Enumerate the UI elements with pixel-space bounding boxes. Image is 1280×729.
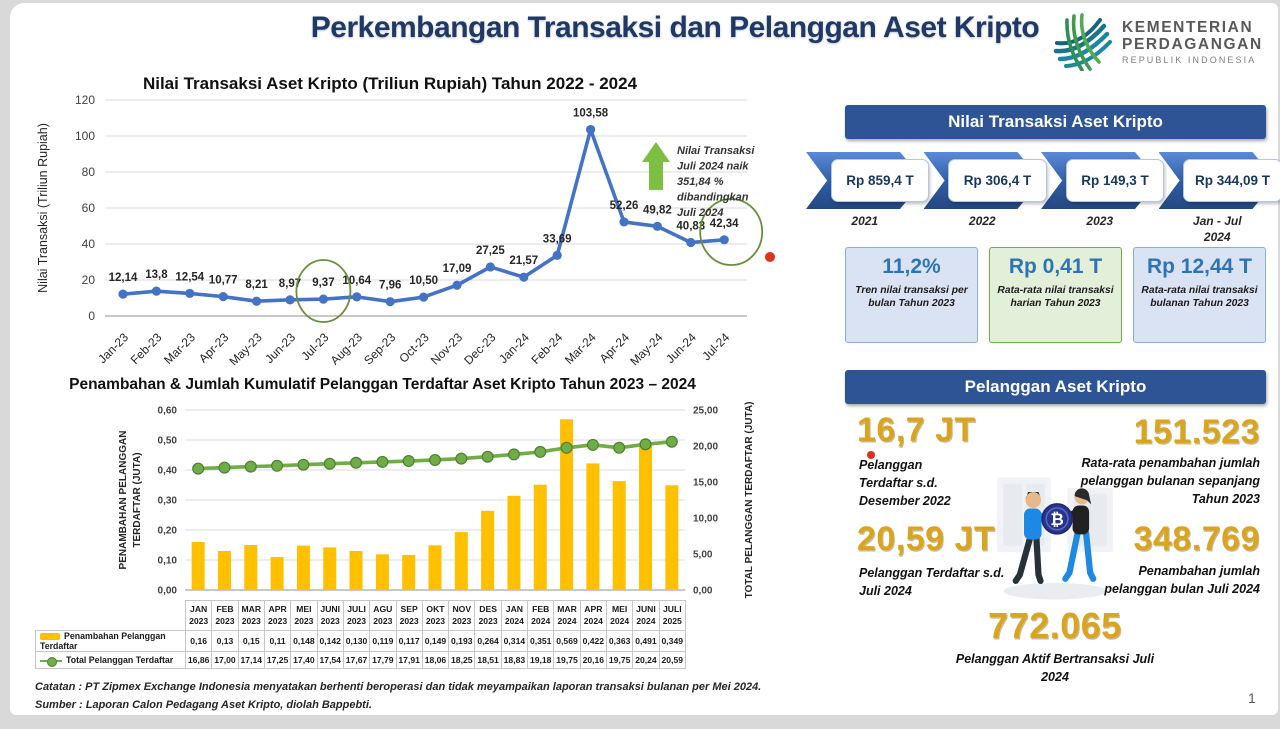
value-cell: 17,91 bbox=[396, 652, 422, 669]
line-marker bbox=[298, 459, 309, 470]
transaction-yearly-arrows bbox=[806, 152, 1276, 209]
month-header-cell: APR 2024 bbox=[580, 601, 606, 631]
annotation-line: Nilai Transaksi bbox=[677, 145, 755, 157]
up-arrow-icon bbox=[642, 142, 670, 190]
value-cell: 0,349 bbox=[659, 631, 685, 652]
bar bbox=[665, 485, 678, 590]
value-cell: 0,117 bbox=[396, 631, 422, 652]
month-header-cell: JUNI 2023 bbox=[317, 601, 343, 631]
value-cell: 20,16 bbox=[580, 652, 606, 669]
data-label: 12,54 bbox=[175, 271, 205, 284]
value-cell: 0,142 bbox=[317, 631, 343, 652]
x-tick-label: May-23 bbox=[226, 330, 265, 369]
value-cell: 17,25 bbox=[264, 652, 290, 669]
bar bbox=[455, 532, 468, 590]
value-cell: 18,06 bbox=[422, 652, 448, 669]
value-cell: 17,00 bbox=[212, 652, 238, 669]
transaction-line-chart bbox=[25, 86, 803, 382]
x-tick-label: Nov-23 bbox=[427, 330, 466, 368]
value-cell: 20,59 bbox=[659, 652, 685, 669]
y-tick-label: 80 bbox=[81, 165, 95, 179]
data-label: 8,21 bbox=[245, 279, 268, 292]
value-cell: 19,18 bbox=[528, 652, 554, 669]
right-tick-label: 25,00 bbox=[693, 405, 719, 417]
line-marker bbox=[377, 457, 388, 468]
svg-text:₿: ₿ bbox=[1050, 510, 1064, 530]
month-header-cell: MEI 2024 bbox=[607, 601, 633, 631]
year-label-2024: Jan - Jul 2024 bbox=[1192, 214, 1242, 244]
month-header-cell: AGU 2023 bbox=[370, 601, 396, 631]
value-cell: 0,11 bbox=[264, 631, 290, 652]
value-cell: 17,54 bbox=[317, 652, 343, 669]
line-marker bbox=[456, 453, 467, 464]
value-cell: 19,75 bbox=[554, 652, 580, 669]
year-label-2021: 2021 bbox=[851, 214, 879, 228]
month-header-cell: JUNI 2024 bbox=[633, 601, 659, 631]
value-cell: 0,351 bbox=[528, 631, 554, 652]
line-marker bbox=[587, 439, 598, 450]
data-point bbox=[352, 292, 361, 301]
x-tick-label: Jul-23 bbox=[298, 330, 332, 364]
left-tick-label: 0,50 bbox=[157, 435, 177, 447]
data-label: 10,64 bbox=[342, 274, 372, 287]
x-tick-label: Mar-23 bbox=[161, 330, 198, 368]
month-header-cell: JAN 2023 bbox=[186, 601, 212, 631]
active-customers-value: 772.065 bbox=[988, 605, 1122, 646]
right-tick-label: 15,00 bbox=[693, 477, 719, 489]
month-header-cell: APR 2023 bbox=[264, 601, 290, 631]
line-marker bbox=[324, 458, 335, 469]
right-tick-label: 10,00 bbox=[693, 513, 719, 525]
line-marker bbox=[535, 447, 546, 458]
month-header-cell: MAR 2023 bbox=[238, 601, 264, 631]
registered-customers-2022-value: 16,7 JT bbox=[857, 411, 976, 449]
x-tick-label: Mar-24 bbox=[561, 330, 599, 368]
month-header-cell: JULI 2023 bbox=[343, 601, 369, 631]
page-number: 1 bbox=[1248, 690, 1256, 706]
avg-monthly-addition-2023-value: 151.523 bbox=[1133, 413, 1260, 451]
stat-caption: Tren nilai transaksi per bulan Tahun 2023 bbox=[855, 285, 968, 310]
data-point bbox=[720, 235, 729, 244]
transaction-chart-title: Nilai Transaksi Aset Kripto (Triliun Rupiah) Tahun 2022 - 2024 bbox=[142, 74, 638, 93]
arrow-2022 bbox=[924, 152, 1042, 209]
stat-box-trend bbox=[845, 247, 978, 343]
y-tick-label: 0 bbox=[88, 309, 95, 323]
data-label: 7,96 bbox=[379, 279, 402, 292]
bar bbox=[429, 545, 442, 590]
data-point bbox=[419, 293, 428, 302]
ministry-logo-text bbox=[1122, 19, 1263, 66]
table-corner bbox=[36, 601, 186, 631]
x-tick-label: Jul-24 bbox=[699, 330, 733, 364]
data-point bbox=[653, 222, 662, 231]
stat-caption: Rata-rata nilai transaksi bulanan Tahun 2023 bbox=[1141, 285, 1258, 310]
month-header-cell: FEB 2023 bbox=[212, 601, 238, 631]
value-cell: 0,314 bbox=[501, 631, 527, 652]
value-cell: 18,83 bbox=[501, 652, 527, 669]
data-label: 8,97 bbox=[278, 277, 302, 290]
arrow-2023 bbox=[1041, 152, 1159, 209]
data-label: 10,77 bbox=[208, 274, 238, 287]
data-point bbox=[486, 262, 495, 271]
value-cell: 0,264 bbox=[475, 631, 501, 652]
data-label: 33,69 bbox=[542, 233, 572, 246]
left-axis-title: PENAMBAHAN PELANGGAN bbox=[118, 430, 129, 570]
bar bbox=[586, 463, 599, 590]
data-point bbox=[519, 273, 528, 282]
y-tick-label: 20 bbox=[81, 273, 95, 287]
y-axis-title: Nilai Transaksi (Triliun Rupiah) bbox=[36, 123, 50, 293]
annotation-line: dibandingkan bbox=[677, 191, 749, 204]
value-cell: 17,67 bbox=[343, 652, 369, 669]
y-tick-label: 100 bbox=[74, 129, 95, 143]
month-header-cell: NOV 2023 bbox=[449, 601, 475, 631]
bar bbox=[507, 496, 520, 590]
left-tick-label: 0,20 bbox=[157, 525, 177, 537]
year-label-2022: 2022 bbox=[968, 214, 996, 228]
right-tick-label: 5,00 bbox=[693, 549, 713, 561]
bar-swatch-icon bbox=[40, 633, 60, 640]
value-cell: 0,148 bbox=[291, 631, 317, 652]
data-label: 9,37 bbox=[312, 277, 335, 290]
data-point bbox=[285, 295, 294, 304]
x-tick-label: Jan-24 bbox=[496, 330, 532, 367]
month-header-cell: MEI 2023 bbox=[291, 601, 317, 631]
line-marker bbox=[219, 462, 230, 473]
value-cell: 16,86 bbox=[186, 652, 212, 669]
y-tick-label: 60 bbox=[81, 201, 95, 215]
value-cell: 0,569 bbox=[554, 631, 580, 652]
data-label: 13,8 bbox=[145, 269, 168, 282]
arrow-year-labels bbox=[806, 214, 1276, 245]
customers-data-table bbox=[35, 600, 686, 669]
value-cell: 0,15 bbox=[238, 631, 264, 652]
y-tick-label: 120 bbox=[74, 93, 95, 107]
data-label: 103,58 bbox=[573, 107, 609, 120]
arrow-value-2024: Rp 344,09 T bbox=[1183, 159, 1280, 201]
bar bbox=[192, 542, 205, 590]
legend-cell-line: Total Pelanggan Terdaftar bbox=[36, 652, 186, 669]
month-header-cell: JAN 2024 bbox=[501, 601, 527, 631]
customers-stats-panel bbox=[845, 405, 1266, 697]
july-addition-caption: Penambahan jumlah pelanggan bulan Juli 2024 bbox=[1104, 564, 1260, 596]
x-tick-label: May-24 bbox=[627, 330, 666, 369]
registered-customers-2024-caption: Pelanggan Terdaftar s.d. Juli 2024 bbox=[859, 566, 1005, 598]
value-cell: 18,51 bbox=[475, 652, 501, 669]
right-axis-title: TOTAL PELANGGAN TERDAFTAR (JUTA) bbox=[744, 401, 755, 599]
data-point bbox=[619, 217, 628, 226]
data-point bbox=[386, 297, 395, 306]
month-header-cell: DES 2023 bbox=[475, 601, 501, 631]
red-dot-mark bbox=[765, 252, 775, 262]
bar bbox=[402, 555, 415, 590]
month-header-cell: MAR 2024 bbox=[554, 601, 580, 631]
value-cell: 0,13 bbox=[212, 631, 238, 652]
data-table bbox=[35, 600, 686, 669]
bar bbox=[244, 545, 257, 590]
x-tick-label: Oct-23 bbox=[396, 330, 432, 366]
source-note: Sumber : Laporan Calon Pedagang Aset Kripto, diolah Bappebti. bbox=[35, 699, 372, 711]
customers-section-header: Pelanggan Aset Kripto bbox=[845, 370, 1266, 404]
value-cell: 0,119 bbox=[370, 631, 396, 652]
value-cell: 20,24 bbox=[633, 652, 659, 669]
line-marker bbox=[614, 442, 625, 453]
ministry-logo-icon bbox=[1052, 13, 1114, 71]
year-label-2023: 2023 bbox=[1086, 214, 1114, 228]
value-cell: 0,149 bbox=[422, 631, 448, 652]
month-header-cell: OKT 2023 bbox=[422, 601, 448, 631]
data-point bbox=[586, 125, 595, 134]
stat-box-monthly-avg bbox=[1133, 247, 1266, 343]
bar bbox=[613, 481, 626, 590]
bar bbox=[323, 547, 336, 590]
x-tick-label: Jun-23 bbox=[262, 330, 299, 367]
stat-value: 11,2% bbox=[882, 255, 941, 278]
left-axis-title: TERDAFTAR (JUTA) bbox=[132, 452, 143, 548]
right-tick-label: 0,00 bbox=[693, 585, 713, 597]
data-point bbox=[452, 281, 461, 290]
month-header-cell: JULI 2025 bbox=[659, 601, 685, 631]
data-point bbox=[319, 295, 328, 304]
data-point bbox=[553, 251, 562, 260]
line-marker bbox=[351, 457, 362, 468]
value-cell: 18,25 bbox=[449, 652, 475, 669]
data-label: 17,09 bbox=[442, 263, 472, 276]
x-tick-label: Apr-24 bbox=[596, 330, 633, 366]
annotation-line: Juli 2024 naik bbox=[677, 160, 749, 173]
month-header-cell: FEB 2024 bbox=[528, 601, 554, 631]
data-label: 42,34 bbox=[709, 217, 739, 230]
stat-box-daily-avg bbox=[989, 247, 1122, 343]
value-cell: 17,79 bbox=[370, 652, 396, 669]
legend-cell-bar: Penambahan Pelanggan Terdaftar bbox=[36, 631, 186, 652]
line-marker bbox=[561, 442, 572, 453]
value-cell: 0,363 bbox=[607, 631, 633, 652]
customers-combo-chart bbox=[30, 398, 792, 604]
line-marker bbox=[403, 456, 414, 467]
data-point bbox=[118, 290, 127, 299]
bar bbox=[639, 443, 652, 590]
data-point bbox=[252, 297, 261, 306]
footer-note: Catatan : PT Zipmex Exchange Indonesia menyatakan berhenti beroperasi dan tidak meyampaikan laporan transaksi bulanan per Mei 2024. bbox=[35, 681, 762, 693]
arrow-value-2023: Rp 149,3 T bbox=[1066, 159, 1165, 201]
line-swatch-icon bbox=[40, 656, 62, 665]
logo-line-2: PERDAGANGAN bbox=[1122, 36, 1263, 53]
bar bbox=[271, 557, 284, 590]
bar bbox=[218, 551, 231, 590]
line-marker bbox=[640, 439, 651, 450]
highlight-circle bbox=[296, 260, 350, 322]
line-marker bbox=[193, 463, 204, 474]
left-tick-label: 0,60 bbox=[157, 405, 177, 417]
value-cell: 0,422 bbox=[580, 631, 606, 652]
page-title: Perkembangan Transaksi dan Pelanggan Aset Kripto bbox=[310, 11, 1040, 44]
left-tick-label: 0,10 bbox=[157, 555, 177, 567]
arrow-2024 bbox=[1159, 152, 1277, 209]
bar bbox=[350, 551, 363, 590]
ministry-logo bbox=[1052, 13, 1263, 71]
data-label: 49,82 bbox=[643, 204, 672, 217]
value-cell: 17,14 bbox=[238, 652, 264, 669]
arrow-value-2022: Rp 306,4 T bbox=[948, 159, 1047, 201]
active-customers-caption: Pelanggan Aktif Bertransaksi Juli 2024 bbox=[955, 652, 1155, 684]
customers-chart-title: Penambahan & Jumlah Kumulatif Pelanggan Terdaftar Aset Kripto Tahun 2023 – 2024 bbox=[69, 376, 696, 393]
bar bbox=[376, 554, 389, 590]
x-tick-label: Jun-24 bbox=[663, 330, 699, 367]
line-marker bbox=[430, 455, 441, 466]
data-point bbox=[686, 238, 695, 247]
arrow-value-2021: Rp 859,4 T bbox=[831, 159, 930, 201]
data-point bbox=[219, 292, 228, 301]
right-tick-label: 20,00 bbox=[693, 441, 719, 453]
bar bbox=[481, 511, 494, 590]
x-tick-label: Feb-24 bbox=[528, 330, 566, 368]
value-cell: 0,130 bbox=[343, 631, 369, 652]
line-marker bbox=[509, 449, 520, 460]
data-point bbox=[152, 287, 161, 296]
registered-customers-2024-value: 20,59 JT bbox=[857, 520, 996, 558]
logo-line-3: REPUBLIK INDONESIA bbox=[1122, 55, 1257, 66]
x-tick-label: Apr-23 bbox=[195, 330, 232, 366]
data-point bbox=[185, 289, 194, 298]
stat-caption: Rata-rata nilai transaksi harian Tahun 2023 bbox=[997, 285, 1114, 310]
y-tick-label: 40 bbox=[81, 237, 95, 251]
registered-customers-2022-caption: Pelanggan Terdaftar s.d. Desember 2022 bbox=[859, 458, 951, 508]
stat-value: Rp 0,41 T bbox=[1008, 255, 1103, 278]
data-label: 21,57 bbox=[509, 255, 539, 268]
bar bbox=[534, 485, 547, 590]
arrow-2021 bbox=[806, 152, 924, 209]
left-tick-label: 0,30 bbox=[157, 495, 177, 507]
x-tick-label: Sep-23 bbox=[361, 330, 399, 368]
line-marker bbox=[272, 460, 283, 471]
data-label: 10,50 bbox=[409, 275, 438, 288]
data-label: 40,83 bbox=[676, 220, 706, 233]
annotation-line: 351,84 % bbox=[677, 176, 724, 188]
value-cell: 0,491 bbox=[633, 631, 659, 652]
annotation-line: Juli 2024 bbox=[677, 207, 724, 219]
value-cell: 0,16 bbox=[186, 631, 212, 652]
value-cell: 19,75 bbox=[607, 652, 633, 669]
value-cell: 0,193 bbox=[449, 631, 475, 652]
line-marker bbox=[482, 451, 493, 462]
avg-monthly-addition-2023-caption: Rata-rata penambahan jumlah pelanggan bulanan sepanjang Tahun 2023 bbox=[1080, 456, 1260, 506]
transaction-stat-boxes bbox=[845, 247, 1266, 343]
transaction-section-header: Nilai Transaksi Aset Kripto bbox=[845, 105, 1266, 139]
data-label: 52,26 bbox=[609, 199, 639, 212]
line-marker bbox=[245, 461, 256, 472]
x-tick-label: Jan-23 bbox=[95, 330, 132, 367]
left-tick-label: 0,40 bbox=[157, 465, 177, 477]
data-label: 12,14 bbox=[108, 272, 138, 285]
left-tick-label: 0,00 bbox=[157, 585, 177, 597]
x-tick-label: Feb-23 bbox=[127, 330, 165, 368]
july-addition-value: 348.769 bbox=[1133, 520, 1260, 558]
line-marker bbox=[666, 436, 677, 447]
value-cell: 17,40 bbox=[291, 652, 317, 669]
logo-line-1: KEMENTERIAN bbox=[1122, 18, 1254, 36]
bar bbox=[297, 546, 310, 590]
stat-value: Rp 12,44 T bbox=[1146, 255, 1253, 278]
x-tick-label: Aug-23 bbox=[327, 330, 365, 368]
data-label: 27,25 bbox=[476, 244, 505, 257]
month-header-cell: SEP 2023 bbox=[396, 601, 422, 631]
x-tick-label: Dec-23 bbox=[461, 330, 499, 368]
